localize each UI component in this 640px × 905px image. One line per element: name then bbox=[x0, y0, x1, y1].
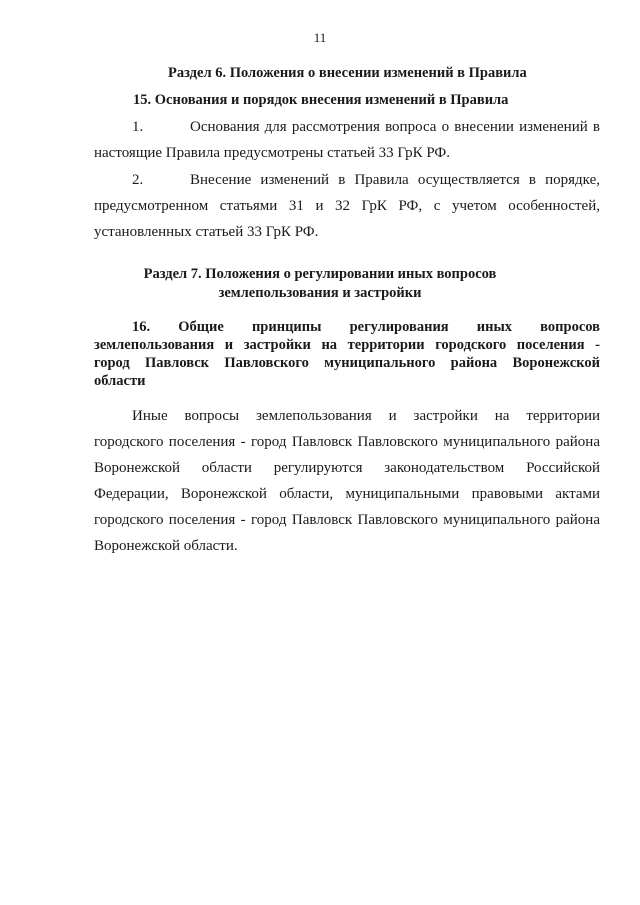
item-2-line-2: предусмотренном статьями 31 и 32 ГрК РФ, с учетом особенностей, bbox=[94, 198, 600, 214]
item-1-number: 1. bbox=[132, 119, 144, 135]
section-7-title-line-2: землепользования и застройки bbox=[218, 285, 422, 301]
article-16-title-line-1: 16. Общие принципы регулирования иных вопросов bbox=[132, 319, 600, 335]
article-16-title bbox=[94, 318, 600, 390]
article-16-body bbox=[94, 403, 600, 559]
item-2-number: 2. bbox=[132, 172, 144, 188]
article-16-title-line-2: землепользования и застройки на территории городского поселения - bbox=[94, 337, 600, 353]
article-16-body-line-3: Воронежской области регулируются законодательством Российской bbox=[94, 460, 600, 476]
article-16-body-line-1: Иные вопросы землепользования и застройки на территории bbox=[132, 408, 600, 424]
article-16-body-line-5: городского поселения - город Павловск Павловского муниципального района bbox=[94, 512, 600, 528]
item-2-line-3: установленных статьей 33 ГрК РФ. bbox=[94, 224, 319, 240]
article-15-item-2 bbox=[94, 167, 600, 245]
section-7-title-line-1: Раздел 7. Положения о регулировании иных вопросов bbox=[143, 266, 497, 282]
article-16-body-line-2: городского поселения - город Павловск Павловского муниципального района bbox=[94, 434, 600, 450]
article-16-body-line-4: Федерации, Воронежской области, муниципальными правовыми актами bbox=[94, 486, 600, 502]
section-6-title: Раздел 6. Положения о внесении изменений в Правила bbox=[168, 65, 527, 81]
item-2-line-1: 2. Внесение изменений в Правила осуществляется в порядке, bbox=[94, 167, 600, 193]
article-15-title: 15. Основания и порядок внесения изменений в Правила bbox=[133, 92, 509, 108]
article-16-title-line-4: области bbox=[94, 373, 146, 389]
page-number: 11 bbox=[313, 30, 327, 45]
item-1-line-2: настоящие Правила предусмотрены статьей 33 ГрК РФ. bbox=[94, 145, 451, 161]
item-1-line-1: 1. Основания для рассмотрения вопроса о внесении изменений в bbox=[94, 114, 600, 140]
article-16-body-line-6: Воронежской области. bbox=[94, 538, 238, 554]
article-15-item-1 bbox=[94, 114, 600, 166]
article-16-title-line-3: город Павловск Павловского муниципального района Воронежской bbox=[94, 355, 600, 371]
